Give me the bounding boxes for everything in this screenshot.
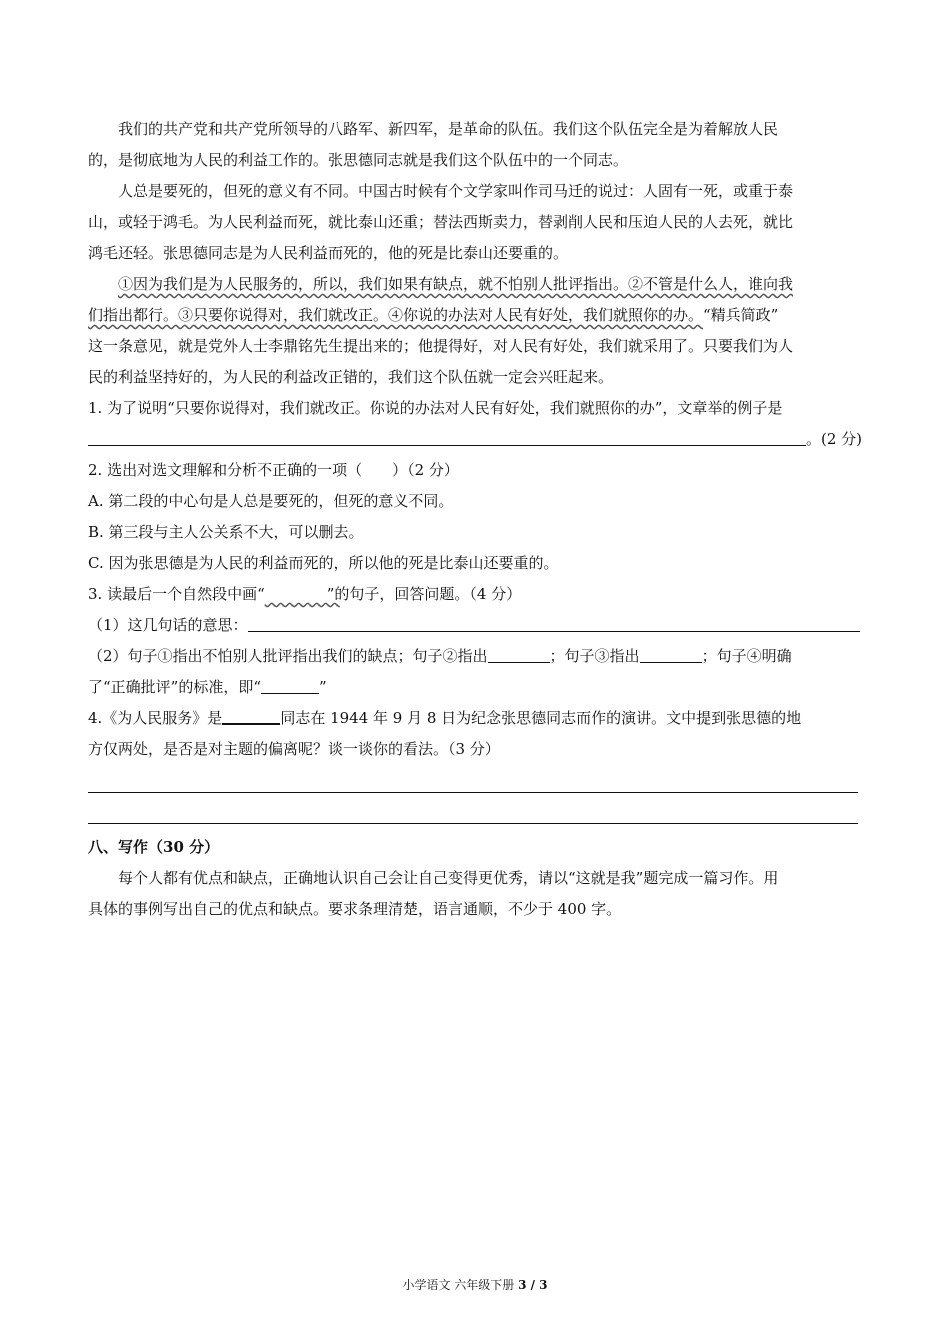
writing-section bbox=[88, 832, 864, 925]
question-2: 2. 选出对选文理解和分析不正确的一项（ ）（2 分） bbox=[88, 461, 459, 479]
passage-line: 我们的共产党和共产党所领导的八路军、新四军，是革命的队伍。我们这个队伍完全是为着解放人民 bbox=[118, 120, 779, 138]
question-4-cont: 方仅两处，是否是对主题的偏离呢？谈一谈你的看法。（3 分） bbox=[88, 740, 500, 758]
wavy-underlined-sentence: ①因为我们是为人民服务的，所以，我们如果有缺点，就不怕别人批评指出。②不管是什么人，谁向我 bbox=[118, 275, 794, 293]
question-3-2: （2）句子①指出不怕别人批评指出我们的缺点；句子②指出 ；句子③指出 ；句子④明确 bbox=[88, 647, 792, 665]
passage-line: 这一条意见，就是党外人士李鼎铭先生提出来的；他提得好，对人民有好处，我们就采用了。只要我们为人 bbox=[88, 337, 794, 355]
question-3-1: （1）这几句话的意思： bbox=[88, 610, 864, 641]
question-3-2-cont: 了“正确批评”的标准，即“ ” bbox=[88, 678, 327, 696]
passage-line: 山，或轻于鸿毛。为人民利益而死，就比泰山还重；替法西斯卖力，替剥削人民和压迫人民的人去死，就比 bbox=[88, 213, 794, 231]
passage-line bbox=[88, 269, 864, 300]
section-title: 八、写作（30 分） bbox=[88, 838, 220, 856]
passage-line: 民的利益坚持好的，为人民的利益改正错的，我们这个队伍就一定会兴旺起来。 bbox=[88, 368, 614, 386]
passage-line: 的，是彻底地为人民的利益工作的。张思德同志就是我们这个队伍中的一个同志。 bbox=[88, 151, 629, 169]
passage-line: 人总是要死的，但死的意义有不同。中国古时候有个文学家叫作司马迁的说过：人固有一死，或重于泰 bbox=[118, 182, 794, 200]
answer-blank[interactable] bbox=[488, 646, 550, 663]
answer-line[interactable] bbox=[88, 792, 858, 793]
passage-line: 们指出都行。③只要你说得对，我们就改正。④你说的办法对人民有好处，我们就照你的办。“精兵简政” bbox=[88, 306, 779, 324]
question-1-answer-line: 。(2 分) bbox=[88, 424, 864, 455]
footer-subject: 小学语文 六年级下册 bbox=[402, 1278, 519, 1292]
question-1: 1. 为了说明“只要你说得对，我们就改正。你说的办法对人民有好处，我们就照你的办”，文章举的例子是 bbox=[88, 399, 783, 417]
wavy-line-mark: ​ bbox=[264, 587, 340, 605]
passage-line: 鸿毛还轻。张思德同志是为人民利益而死的，他的死是比泰山还要重的。 bbox=[88, 244, 569, 262]
answer-blank[interactable] bbox=[640, 646, 702, 663]
wavy-underlined-sentence: 们指出都行。③只要你说得对，我们就改正。④你说的办法对人民有好处，我们就照你的办。 bbox=[88, 306, 704, 324]
option-a[interactable]: A. 第二段的中心句是人总是要死的，但死的意义不同。 bbox=[88, 492, 454, 510]
option-c[interactable]: C. 因为张思德是为人民的利益而死的，所以他的死是比泰山还要重的。 bbox=[88, 554, 559, 572]
question-3: 3. 读最后一个自然段中画“​ ”的句子，回答问题。（4 分） bbox=[88, 579, 864, 610]
exam-content bbox=[88, 114, 864, 765]
answer-blank[interactable] bbox=[248, 615, 860, 632]
writing-prompt-line: 具体的事例写出自己的优点和缺点。要求条理清楚，语言通顺，不少于 400 字。 bbox=[88, 900, 622, 918]
option-b[interactable]: B. 第三段与主人公关系不大，可以删去。 bbox=[88, 523, 364, 541]
writing-prompt-line: 每个人都有优点和缺点，正确地认识自己会让自己变得更优秀，请以“这就是我”题完成一篇习作。用 bbox=[118, 869, 779, 887]
answer-blank[interactable] bbox=[88, 429, 806, 446]
answer-blank[interactable] bbox=[222, 707, 280, 725]
page-number: 3 / 3 bbox=[518, 1278, 548, 1292]
question-4: 4.《为人民服务》是 同志在 1944 年 9 月 8 日为纪念张思德同志而作的演讲。文中提到张思德的地 bbox=[88, 709, 802, 727]
answer-blank[interactable] bbox=[261, 677, 319, 694]
answer-line[interactable] bbox=[88, 823, 858, 824]
page-footer bbox=[0, 1277, 950, 1293]
